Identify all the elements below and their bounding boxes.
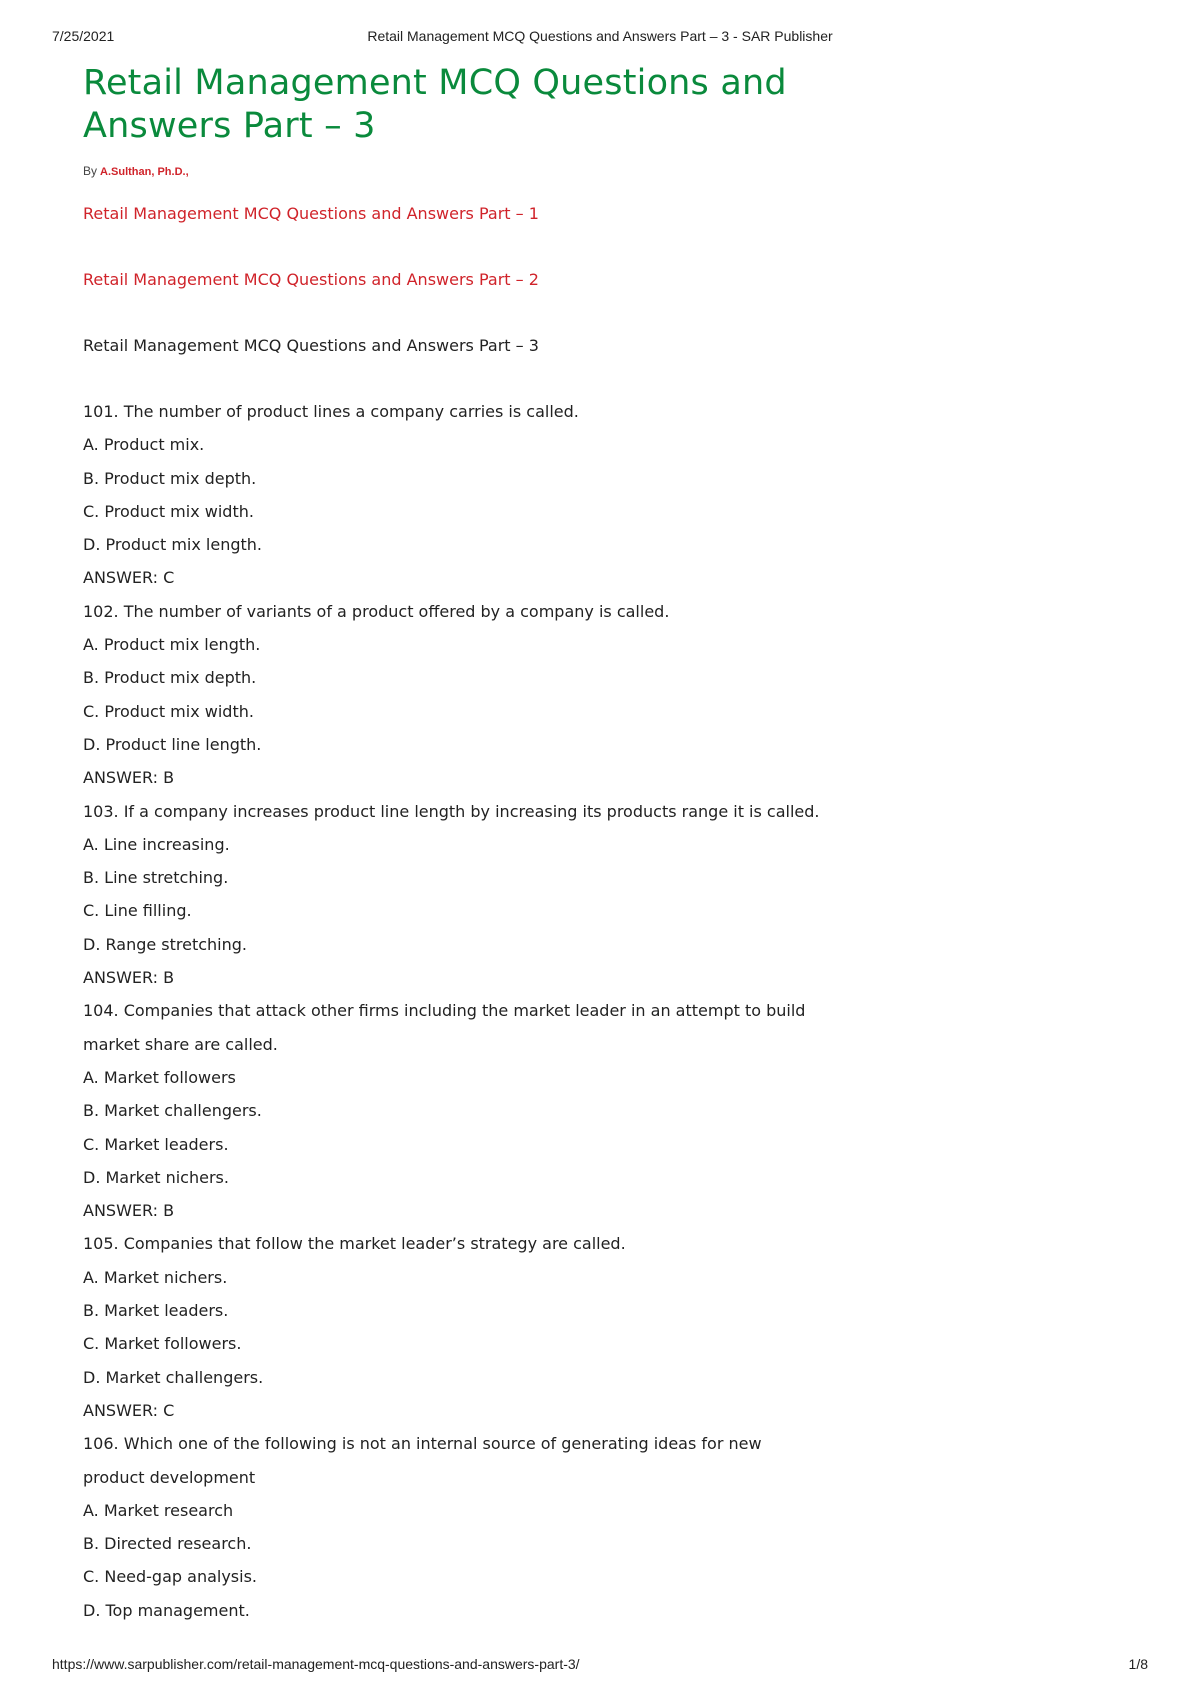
mcq-line: A. Line increasing. (83, 834, 230, 854)
mcq-line: B. Directed research. (83, 1534, 252, 1554)
print-doc-title: Retail Management MCQ Questions and Answers Part – 3 - SAR Publisher (367, 28, 833, 44)
byline-prefix: By (83, 164, 98, 178)
mcq-line: 105. Companies that follow the market leader’s strategy are called. (83, 1234, 626, 1254)
page-number: 1/8 (1128, 1656, 1148, 1672)
article-content (83, 58, 1083, 1627)
mcq-list (83, 395, 1083, 1627)
mcq-line: A. Market research (83, 1500, 234, 1520)
mcq-line: D. Market challengers. (83, 1367, 264, 1387)
print-url[interactable]: https://www.sarpublisher.com/retail-management-mcq-questions-and-answers-part-3/ (52, 1656, 580, 1672)
mcq-line: B. Product mix depth. (83, 668, 257, 688)
mcq-line: C. Market followers. (83, 1334, 242, 1354)
mcq-line: 102. The number of variants of a product offered by a company is called. (83, 601, 670, 621)
mcq-line: C. Line filling. (83, 901, 192, 921)
mcq-line: C. Product mix width. (83, 701, 254, 721)
mcq-line: 104. Companies that attack other firms including the market leader in an attempt to build (83, 1001, 806, 1021)
author-link[interactable]: A.Sulthan, Ph.D., (100, 166, 189, 178)
mcq-line: A. Market nichers. (83, 1267, 228, 1287)
part-2-link[interactable]: Retail Management MCQ Questions and Answers Part – 2 (83, 270, 539, 289)
mcq-line: 101. The number of product lines a company carries is called. (83, 402, 579, 421)
mcq-line: D. Top management. (83, 1600, 250, 1620)
mcq-line: C. Need-gap analysis. (83, 1567, 257, 1587)
mcq-line: D. Product mix length. (83, 535, 262, 555)
mcq-line: 103. If a company increases product line length by increasing its products range it is called. (83, 801, 820, 821)
mcq-line: A. Product mix length. (83, 635, 261, 655)
print-date: 7/25/2021 (52, 28, 115, 44)
mcq-line: ANSWER: B (83, 968, 175, 988)
article-title-line-2: Answers Part – 3 (83, 106, 376, 146)
mcq-line: product development (83, 1467, 256, 1487)
mcq-line: 106. Which one of the following is not an internal source of generating ideas for new (83, 1434, 762, 1454)
mcq-line: B. Line stretching. (83, 868, 229, 888)
mcq-line: D. Market nichers. (83, 1167, 229, 1187)
mcq-line: D. Range stretching. (83, 934, 248, 954)
mcq-line: D. Product line length. (83, 734, 262, 754)
mcq-line: B. Market challengers. (83, 1101, 262, 1121)
mcq-line: A. Product mix. (83, 435, 205, 455)
mcq-line: ANSWER: B (83, 1201, 175, 1221)
mcq-line: ANSWER: C (83, 1400, 175, 1420)
article-title-line-1: Retail Management MCQ Questions and (83, 63, 787, 103)
current-part-label: Retail Management MCQ Questions and Answers Part – 3 (83, 336, 539, 355)
mcq-line: A. Market followers (83, 1067, 236, 1087)
mcq-line: ANSWER: B (83, 768, 175, 788)
print-footer (52, 1656, 1148, 1676)
mcq-line: B. Product mix depth. (83, 468, 257, 488)
mcq-line: C. Market leaders. (83, 1134, 229, 1154)
mcq-line: ANSWER: C (83, 568, 175, 588)
part-1-link[interactable]: Retail Management MCQ Questions and Answers Part – 1 (83, 204, 539, 223)
mcq-line: B. Market leaders. (83, 1301, 229, 1321)
byline (83, 164, 1083, 180)
mcq-line: C. Product mix width. (83, 501, 254, 521)
mcq-line: market share are called. (83, 1034, 278, 1054)
article-title (83, 62, 1083, 148)
print-header (52, 28, 1148, 48)
